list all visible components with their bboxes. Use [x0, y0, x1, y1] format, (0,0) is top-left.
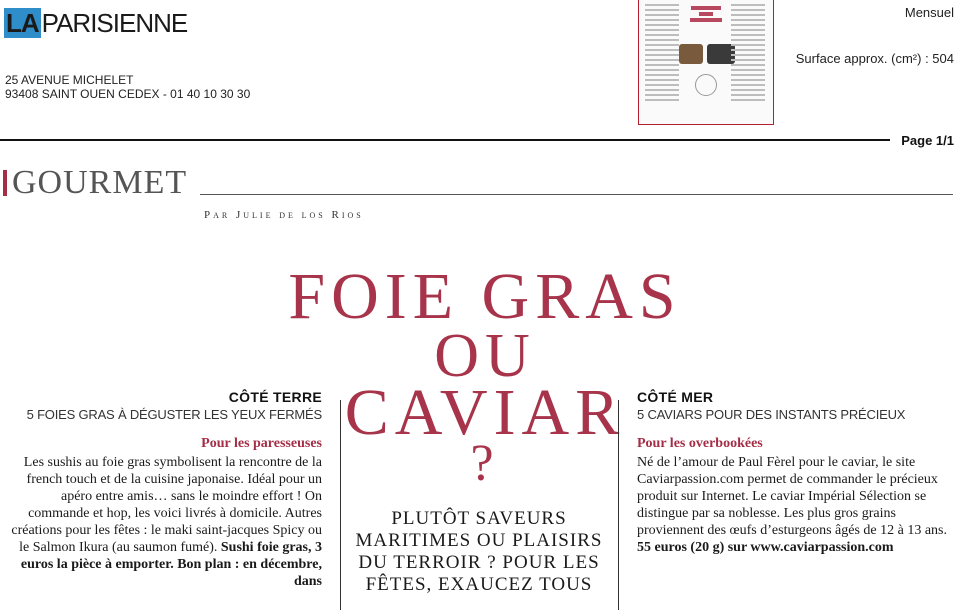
article-teaser [346, 508, 612, 596]
address-line-1: 25 AVENUE MICHELET [5, 73, 134, 87]
surface-area: Surface approx. (cm²) : 504 [795, 51, 954, 66]
title-line-2: OU [434, 322, 536, 390]
logo-text: PARISIENNE [41, 8, 188, 38]
address-line-2: 93408 SAINT OUEN CEDEX - 01 40 10 30 30 [5, 87, 251, 101]
section-title: GOURMET [12, 164, 188, 201]
header-divider [0, 139, 890, 141]
right-column-subhead: Pour les overbookées [637, 436, 763, 451]
right-column-subtitle: 5 CAVIARS POUR DES INSTANTS PRÉCIEUX [637, 407, 906, 422]
article-byline: Par Julie de los Rios [204, 209, 364, 221]
right-column-title: CÔTÉ MER [637, 389, 714, 405]
teaser-line-1: PLUTÔT SAVEURS [391, 508, 567, 529]
newspaper-logo [4, 8, 187, 38]
right-column-body [637, 454, 957, 556]
teaser-line-4: FÊTES, EXAUCEZ TOUS [365, 574, 593, 595]
publisher-address [5, 73, 250, 101]
right-body-bold: 55 euros (20 g) sur www.caviarpassion.com [637, 540, 894, 555]
left-column-title: CÔTÉ TERRE [228, 389, 322, 405]
left-column-subhead: Pour les paresseuses [201, 436, 322, 451]
page-thumbnail [638, 0, 774, 125]
teaser-line-3: DU TERROIR ? POUR LES [358, 552, 600, 573]
section-marker [3, 170, 7, 196]
right-column [637, 389, 957, 556]
left-column-subtitle: 5 FOIES GRAS À DÉGUSTER LES YEUX FERMÉS [26, 407, 322, 422]
right-body-text: Né de l’amour de Paul Fèrel pour le caviar, le site Caviarpassion.com permet de commander le précieux produit sur Internet. Le caviar Impérial Sélection se distingue par sa noblesse. Les plus gros grains proviennent des œufs d’esturgeons âgés de 12 à 13 ans. [637, 455, 948, 538]
page-number: Page 1/1 [901, 133, 954, 148]
left-column [4, 389, 322, 590]
title-line-1: FOIE GRAS [288, 260, 682, 333]
publication-frequency: Mensuel [904, 5, 954, 20]
title-line-3: CAVIAR [344, 376, 626, 449]
title-line-4: ? [470, 435, 500, 492]
left-body-bold: Sushi foie gras, 3 euros la pièce à emporter. Bon plan : en décembre, dans [20, 540, 322, 589]
section-rule [200, 194, 953, 195]
logo-highlight: LA [6, 8, 39, 38]
left-column-body [4, 454, 322, 590]
teaser-line-2: MARITIMES OU PLAISIRS [355, 530, 603, 551]
left-body-text: Les sushis au foie gras symbolisent la rencontre de la french touch et de la cuisine japonaise. Idéal pour un apéro entre amis… sans le moindre effort ! On commande et hop, les voici livrés à domicile. Autres créations pour les fêtes : le maki saint-jacques Spicy ou le Salmon Ikura (au saumon fumé). [11, 455, 322, 555]
